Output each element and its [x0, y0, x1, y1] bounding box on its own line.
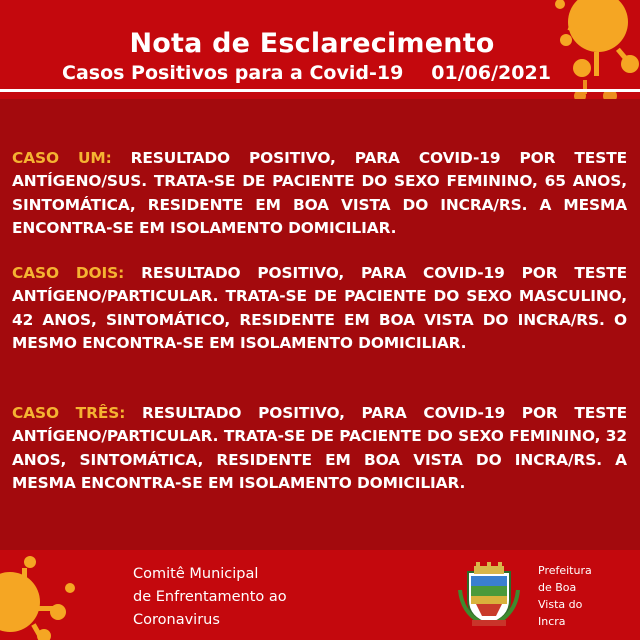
committee-credit: [133, 563, 287, 632]
case-text: RESULTADO POSITIVO, PARA COVID-19 POR TESTE ANTÍGENO/SUS. TRATA-SE DE PACIENTE DO SEXO FEMININO, 65 ANOS, SINTOMÁTICA, RESIDENTE EM BOA VISTA DO INCRA/RS. A MESMA ENCONTRA-SE EM ISOLAMENTO DOMICILIAR.: [12, 149, 628, 238]
prefeitura-line: de Boa: [538, 581, 577, 594]
case-item-dois: [12, 262, 627, 356]
case-text: RESULTADO POSITIVO, PARA COVID-19 POR TESTE ANTÍGENO/PARTICULAR. TRATA-SE DE PACIENTE DO SEXO FEMININO, 32 ANOS, SINTOMÁTICA, RESIDENTE EM BOA VISTA DO INCRA/RS. A MESMA ENCONTRA-SE EM ISOLAMENTO DOMICILIAR.: [12, 404, 628, 493]
header-divider: [0, 89, 640, 92]
prefeitura-line: Prefeitura: [538, 564, 592, 577]
case-item-um: [12, 147, 627, 241]
prefeitura-line: Vista do: [538, 598, 583, 611]
case-label: CASO DOIS:: [12, 264, 125, 282]
committee-line: Coronavirus: [133, 612, 220, 628]
committee-line: Comitê Municipal: [133, 566, 259, 582]
virus-icon: [0, 540, 90, 640]
case-item-tres: [12, 402, 627, 496]
header-banner: [0, 0, 640, 88]
municipal-coat-of-arms-logo: [458, 560, 520, 628]
case-text: RESULTADO POSITIVO, PARA COVID-19 POR TESTE ANTÍGENO/PARTICULAR. TRATA-SE DE PACIENTE DO SEXO MASCULINO, 42 ANOS, SINTOMÁTICO, RESIDENTE EM BOA VISTA DO INCRA/RS. O MESMO ENCONTRA-SE EM ISOLAMENTO DOMICILIAR.: [12, 264, 628, 353]
committee-line: de Enfrentamento ao: [133, 589, 287, 605]
notice-date: 01/06/2021: [431, 62, 551, 84]
case-label: CASO TRÊS:: [12, 404, 126, 422]
prefeitura-credit: [538, 562, 592, 630]
page-title: Nota de Esclarecimento: [129, 28, 495, 59]
prefeitura-line: Incra: [538, 615, 566, 628]
subtitle-text: Casos Positivos para a Covid-19: [62, 62, 404, 84]
case-label: CASO UM:: [12, 149, 112, 167]
subtitle: [62, 62, 602, 84]
